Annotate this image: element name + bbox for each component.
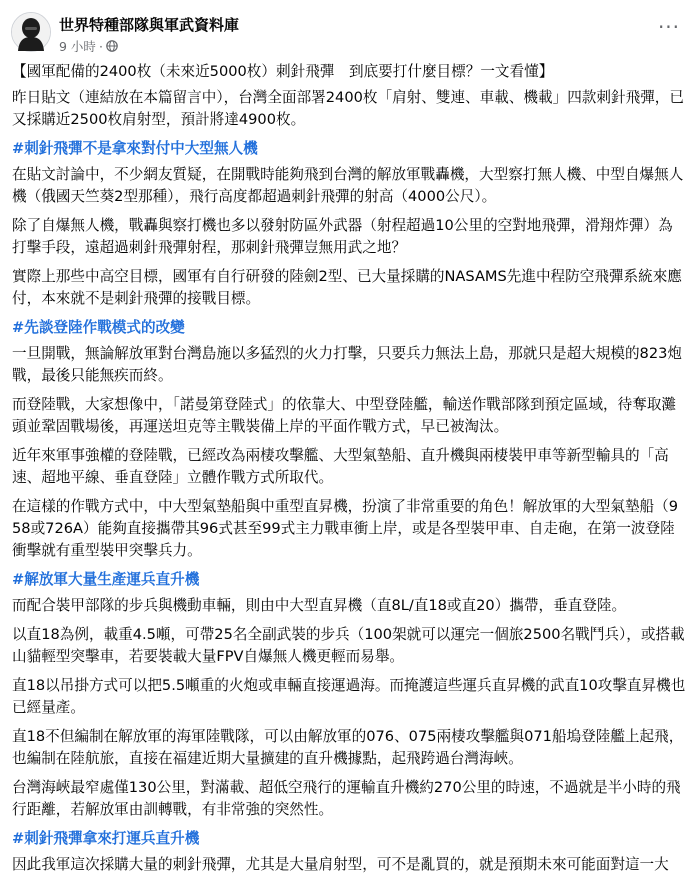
hashtag-link[interactable]: #解放軍大量生產運兵直升機	[12, 571, 200, 588]
avatar[interactable]	[11, 12, 51, 52]
post-body	[12, 61, 687, 883]
paragraph: 直18以吊掛方式可以把5.5噸重的火炮或車輛直接運過海。而掩護這些運兵直昇機的武直10攻擊直昇機也已經量產。	[12, 677, 686, 716]
more-horizontal-icon: ···	[657, 15, 681, 39]
paragraph: 在貼文討論中，不少網友質疑，在開戰時能夠飛到台灣的解放軍戰轟機，大型察打無人機、中型自爆無人機（俄國天竺葵2型那種），飛行高度都超過刺針飛彈的射高（4000公尺）。	[12, 166, 684, 205]
soldier-silhouette-icon	[12, 13, 50, 51]
paragraph: 近年來軍事強權的登陸戰，已經改為兩棲攻擊艦、大型氣墊船、直升機與兩棲裝甲車等新型輸具的「高速、超地平線、垂直登陸」立體作戰方式所取代。	[12, 447, 669, 486]
more-options-button[interactable]	[655, 17, 683, 37]
meta-separator: ·	[98, 38, 103, 54]
paragraph: 因此我軍這次採購大量的刺針飛彈，尤其是大量肩射型，可不是亂買的，就是預期未來可能面對這一大	[12, 856, 669, 873]
hashtag-link[interactable]: #先談登陸作戰模式的改變	[12, 319, 185, 336]
hashtag-link[interactable]: #刺針飛彈不是拿來對付中大型無人機	[12, 140, 258, 157]
paragraph: 在這樣的作戰方式中，中大型氣墊船與中重型直昇機，扮演了非常重要的角色！解放軍的大型氣墊船（958或726A）能夠直接攜帶其96式甚至99式主力戰車衝上岸，或是各型裝甲車、自走砲，在第一波登陸衝擊就有重型裝甲突擊兵力。	[12, 498, 679, 559]
paragraph: 除了自爆無人機，戰轟與察打機也多以發射防區外武器（射程超過10公里的空對地飛彈，滑翔炸彈）為打擊手段，遠超過刺針飛彈射程，那刺針飛彈豈無用武之地？	[12, 217, 673, 256]
author-name[interactable]: 世界特種部隊與軍武資料庫	[59, 16, 240, 34]
globe-icon	[106, 40, 118, 52]
paragraph: 以直18為例，載重4.5噸，可帶25名全副武裝的步兵（100架就可以運完一個旅2500名戰鬥兵），或搭載山貓輕型突擊車，若要裝載大量FPV自爆無人機更輕而易舉。	[12, 626, 685, 665]
post-timestamp[interactable]: 9 小時	[59, 39, 96, 54]
paragraph: 一旦開戰，無論解放軍對台灣島施以多猛烈的火力打擊，只要兵力無法上島，那就只是超大規模的823炮戰，最後只能無疾而終。	[12, 345, 682, 384]
post-title: 【國軍配備的2400枚（未來近5000枚）刺針飛彈 到底要打什麼目標？一文看懂】	[12, 63, 554, 80]
paragraph: 直18不但編制在解放軍的海軍陸戰隊，可以由解放軍的076、075兩棲攻擊艦與071船塢登陸艦上起飛，也編制在陸航旅，直接在福建近期大量擴建的直升機據點，起飛跨過台灣海峽。	[12, 728, 684, 767]
post-header	[0, 0, 695, 58]
paragraph: 實際上那些中高空目標，國軍有自行研發的陸劍2型、已大量採購的NASAMS先進中程防空飛彈系統來應付，本來就不是刺針飛彈的接戰目標。	[12, 268, 682, 307]
paragraph: 昨日貼文（連結放在本篇留言中），台灣全面部署2400枚「肩射、雙連、車載、機載」四款刺針飛彈，已又採購近2500枚肩射型，預計將達4900枚。	[12, 89, 684, 128]
post-meta	[59, 37, 118, 55]
paragraph: 台灣海峽最窄處僅130公里，對滿載、超低空飛行的運輸直升機約270公里的時速，不過就是半小時的飛行距離，若解放軍由訓轉戰，有非常強的突然性。	[12, 779, 681, 818]
paragraph: 而登陸戰，大家想像中，「諾曼第登陸式」的依靠大、中型登陸艦，輸送作戰部隊到預定區域，待奪取灘頭並鞏固戰場後，再運送坦克等主戰裝備上岸的平面作戰方式，早已被淘汰。	[12, 396, 677, 435]
hashtag-link[interactable]: #刺針飛彈拿來打運兵直升機	[12, 830, 200, 847]
paragraph: 而配合裝甲部隊的步兵與機動車輛，則由中大型直昇機（直8L/直18或直20）攜帶，垂直登陸。	[12, 597, 627, 614]
